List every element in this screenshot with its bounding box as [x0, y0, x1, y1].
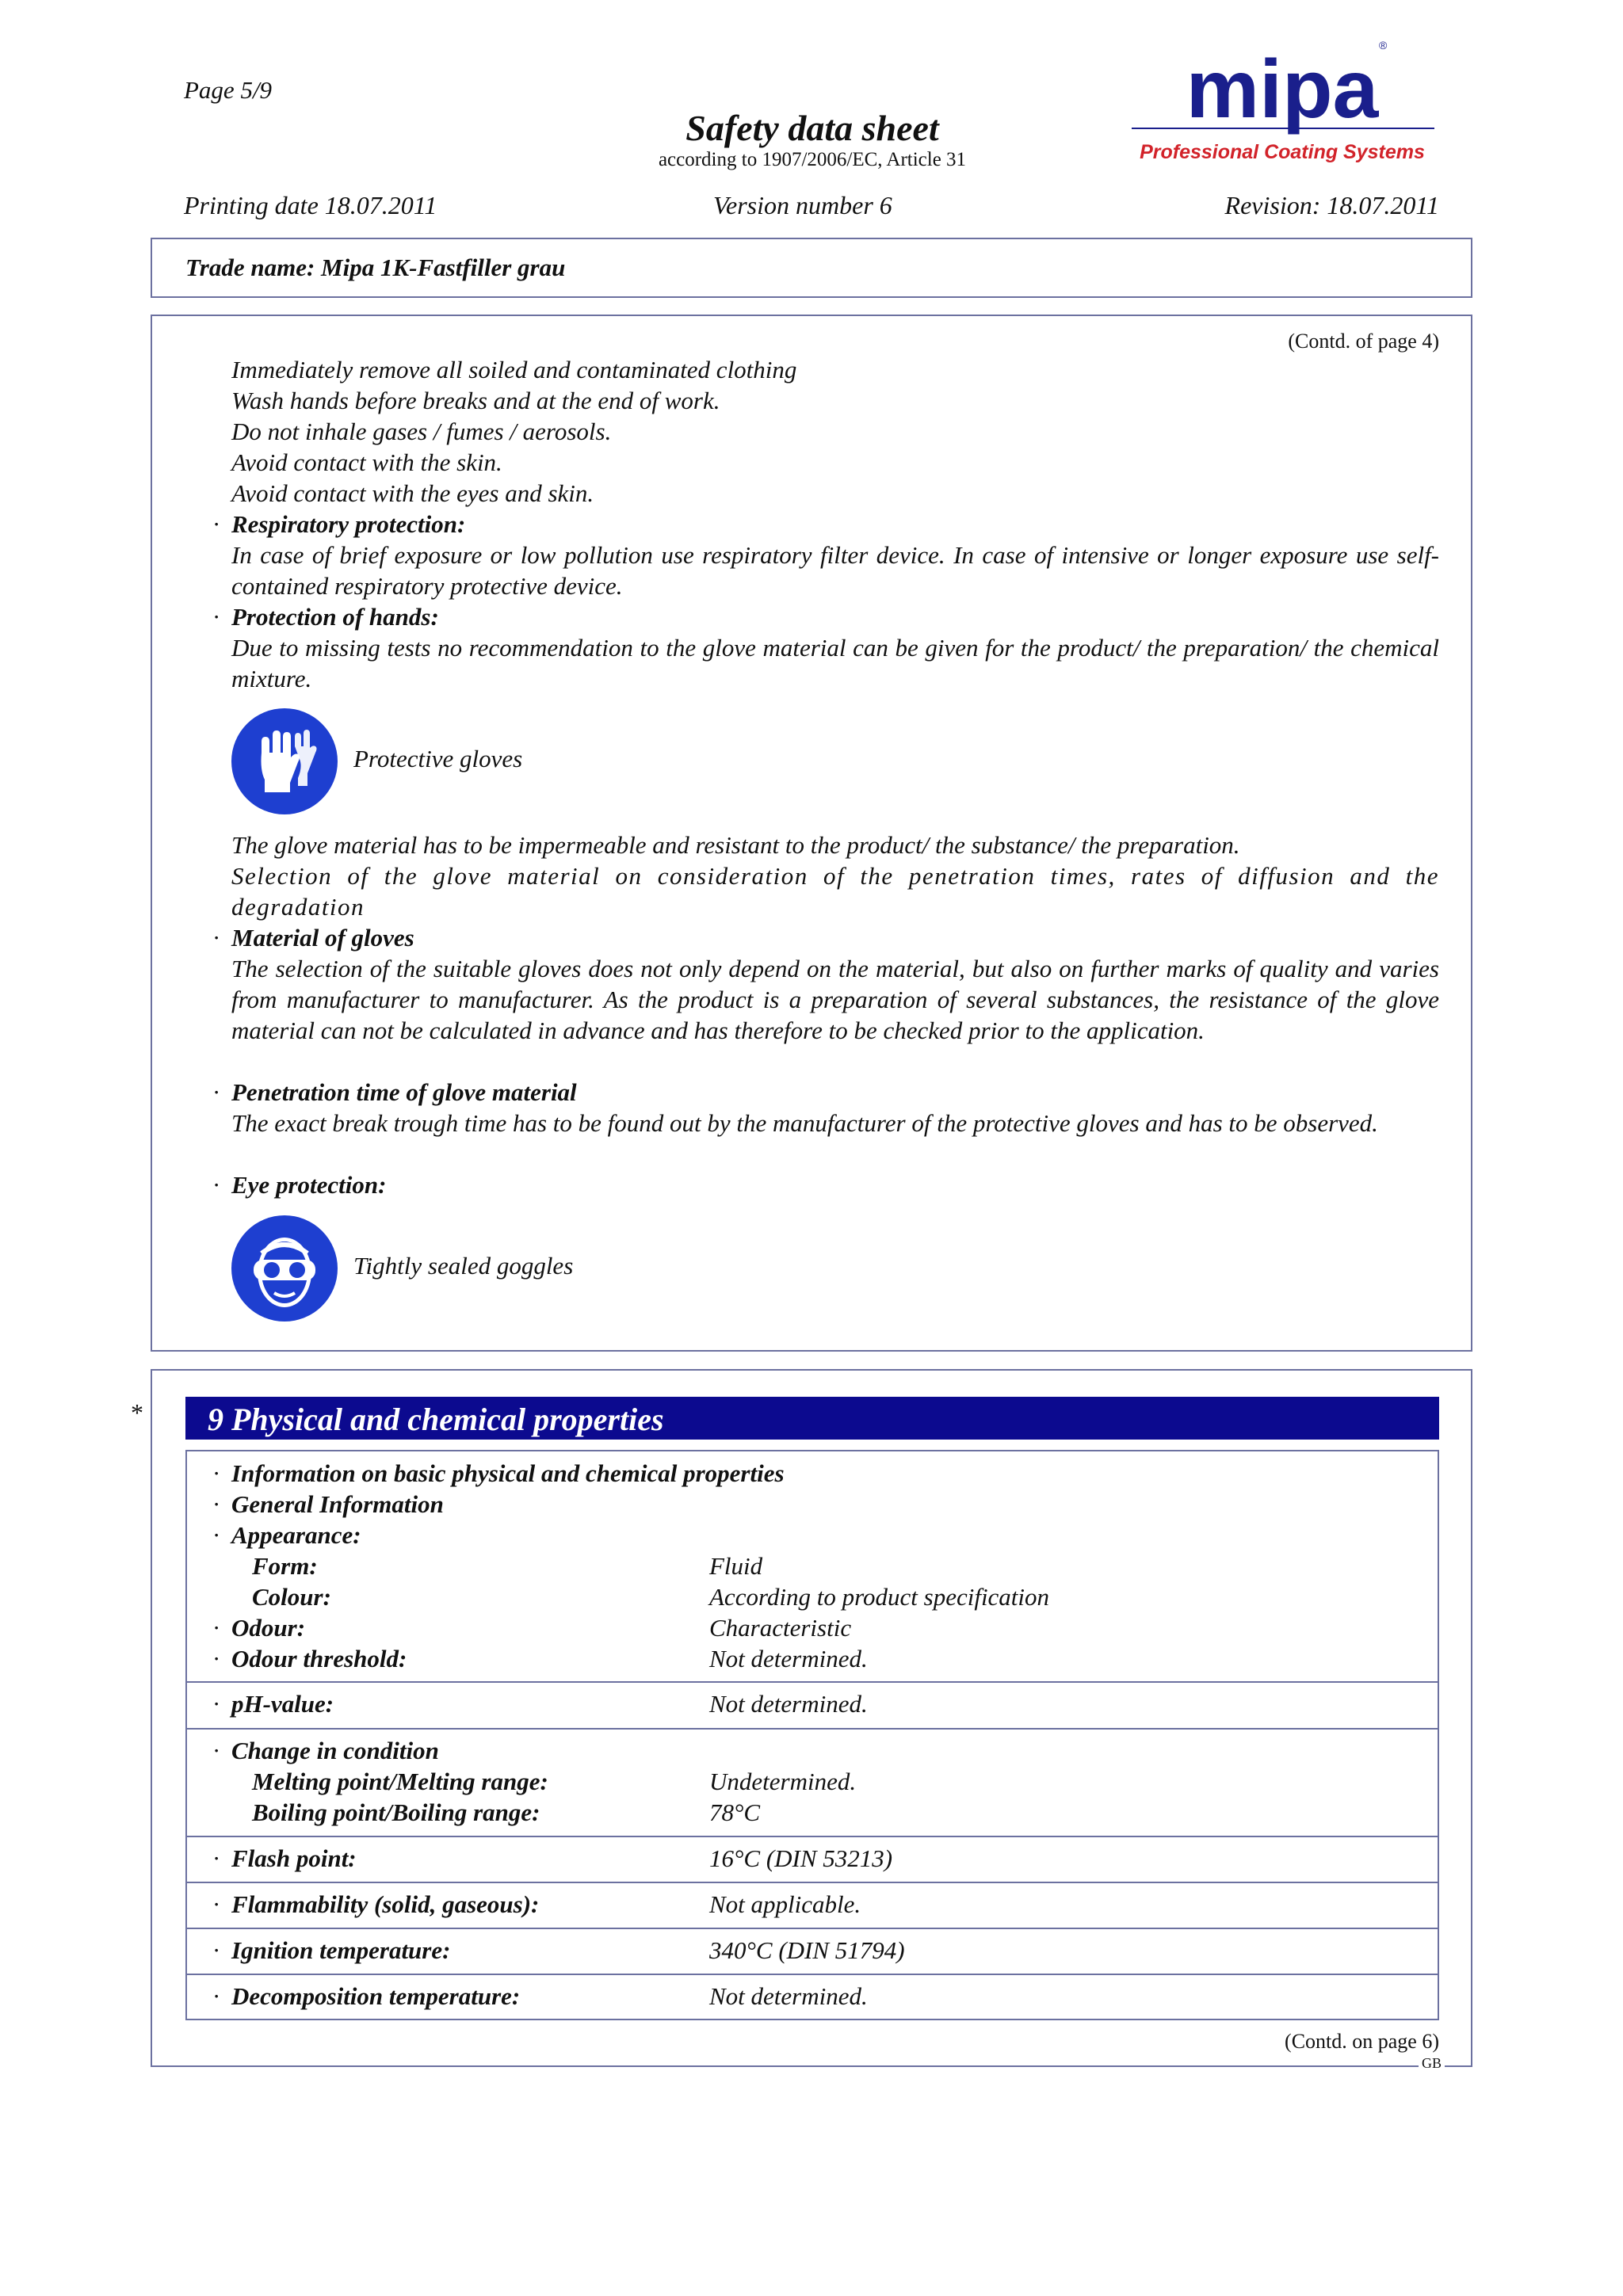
- respiratory-text: In case of brief exposure or low pollution use respiratory filter device. In case of intensive or longer exposure use self-contained respiratory protective device.: [231, 541, 1439, 600]
- bullet: ·: [212, 1521, 221, 1549]
- section-9-title: 9 Physical and chemical properties: [208, 1402, 664, 1437]
- penetration-text: The exact break trough time has to be found out by the manufacturer of the protective gloves and has to be observed.: [231, 1109, 1378, 1137]
- ignition-temperature-value: 340°C (DIN 51794): [709, 1936, 905, 1964]
- protective-gloves-caption: Protective gloves: [353, 745, 523, 772]
- ph-label: pH-value:: [231, 1690, 334, 1718]
- bullet: ·: [212, 1936, 221, 1964]
- trade-name-box: [151, 238, 1472, 298]
- odour-threshold-label: Odour threshold:: [231, 1645, 407, 1672]
- hands-heading: Protection of hands:: [231, 603, 439, 631]
- goggles-caption: Tightly sealed goggles: [353, 1252, 574, 1280]
- protective-gloves-pictogram: [230, 707, 339, 816]
- decomposition-temperature-value: Not determined.: [709, 1982, 868, 2010]
- colour-value: According to product specification: [709, 1583, 1050, 1611]
- trade-name: Trade name: Mipa 1K-Fastfiller grau: [185, 254, 566, 281]
- change-in-condition-heading: Change in condition: [231, 1737, 439, 1764]
- bullet: ·: [212, 1645, 221, 1672]
- colour-label: Colour:: [252, 1583, 331, 1611]
- logo-tagline: Professional Coating Systems: [1140, 141, 1425, 163]
- table-divider: [185, 1974, 1439, 1975]
- bullet: ·: [212, 510, 221, 538]
- penetration-heading: Penetration time of glove material: [231, 1078, 577, 1106]
- document-subtitle: according to 1907/2006/EC, Article 31: [658, 149, 967, 170]
- form-label: Form:: [252, 1552, 318, 1580]
- bullet: ·: [212, 1690, 221, 1718]
- bullet: ·: [212, 1459, 221, 1487]
- bullet: ·: [212, 1614, 221, 1642]
- glove-material-text: The glove material has to be impermeable and resistant to the product/ the substance/ the preparation.: [231, 831, 1240, 859]
- table-divider: [185, 1681, 1439, 1683]
- general-information-heading: General Information: [231, 1490, 444, 1518]
- version-number: Version number 6: [713, 191, 892, 219]
- section-9-header: [185, 1397, 1439, 1440]
- hygiene-line: Do not inhale gases / fumes / aerosols.: [231, 418, 612, 445]
- country-code: GB: [1419, 2055, 1445, 2072]
- decomposition-temperature-label: Decomposition temperature:: [231, 1982, 521, 2010]
- table-divider: [185, 1836, 1439, 1837]
- printing-date: Printing date 18.07.2011: [184, 191, 437, 219]
- ph-value: Not determined.: [709, 1690, 868, 1718]
- boiling-label: Boiling point/Boiling range:: [252, 1798, 540, 1826]
- bullet: ·: [212, 1982, 221, 2010]
- revision-date: Revision: 18.07.2011: [1224, 191, 1439, 219]
- bullet: ·: [212, 1171, 221, 1199]
- goggles-pictogram: [230, 1214, 339, 1323]
- odour-value: Characteristic: [709, 1614, 852, 1642]
- flash-point-label: Flash point:: [231, 1844, 357, 1872]
- melting-label: Melting point/Melting range:: [252, 1768, 548, 1795]
- logo-wordmark: mipa: [1186, 44, 1379, 135]
- melting-value: Undetermined.: [709, 1768, 857, 1795]
- bullet: ·: [212, 1844, 221, 1872]
- bullet: ·: [212, 1078, 221, 1106]
- info-heading: Information on basic physical and chemical properties: [231, 1459, 785, 1487]
- hygiene-line: Avoid contact with the skin.: [231, 448, 502, 476]
- hygiene-line: Wash hands before breaks and at the end of work.: [231, 387, 720, 414]
- document-title: Safety data sheet: [685, 108, 939, 148]
- table-divider: [185, 1728, 1439, 1730]
- continued-from: (Contd. of page 4): [1288, 330, 1439, 353]
- flash-point-value: 16°C (DIN 53213): [709, 1844, 893, 1872]
- bullet: ·: [212, 1890, 221, 1918]
- continued-on: (Contd. on page 6): [1285, 2030, 1439, 2053]
- change-marker: *: [131, 1398, 143, 1427]
- ignition-temperature-label: Ignition temperature:: [231, 1936, 451, 1964]
- table-divider: [185, 1928, 1439, 1929]
- odour-threshold-value: Not determined.: [709, 1645, 868, 1672]
- page-number: Page 5/9: [184, 76, 273, 104]
- bullet: ·: [212, 1490, 221, 1518]
- flammability-label: Flammability (solid, gaseous):: [231, 1890, 540, 1918]
- bullet: ·: [212, 924, 221, 952]
- glove-selection-text: Selection of the glove material on consideration of the penetration times, rates of diffusion and the degradation: [231, 862, 1439, 921]
- hygiene-line: Avoid contact with the eyes and skin.: [231, 479, 594, 507]
- eye-protection-heading: Eye protection:: [231, 1171, 387, 1199]
- bullet: ·: [212, 603, 221, 631]
- bullet: ·: [212, 1737, 221, 1764]
- table-divider: [185, 1882, 1439, 1883]
- form-value: Fluid: [709, 1552, 763, 1580]
- appearance-heading: Appearance:: [231, 1521, 361, 1549]
- hands-text: Due to missing tests no recommendation to the glove material can be given for the product/ the preparation/ the chemical mixture.: [231, 634, 1439, 692]
- hygiene-line: Immediately remove all soiled and contaminated clothing: [231, 356, 797, 383]
- boiling-value: 78°C: [709, 1798, 761, 1826]
- material-of-gloves-text: The selection of the suitable gloves does not only depend on the material, but also on further marks of quality and varies from manufacturer to manufacturer. As the product is a preparation of several substances, the resistance of the glove material can not be calculated in advance and has therefore to be checked prior to the application.: [231, 955, 1439, 1044]
- mipa-logo: [1124, 32, 1441, 174]
- flammability-value: Not applicable.: [709, 1890, 861, 1918]
- respiratory-heading: Respiratory protection:: [231, 510, 466, 538]
- svg-text:®: ®: [1379, 39, 1388, 51]
- material-of-gloves-heading: Material of gloves: [231, 924, 414, 952]
- odour-label: Odour:: [231, 1614, 306, 1642]
